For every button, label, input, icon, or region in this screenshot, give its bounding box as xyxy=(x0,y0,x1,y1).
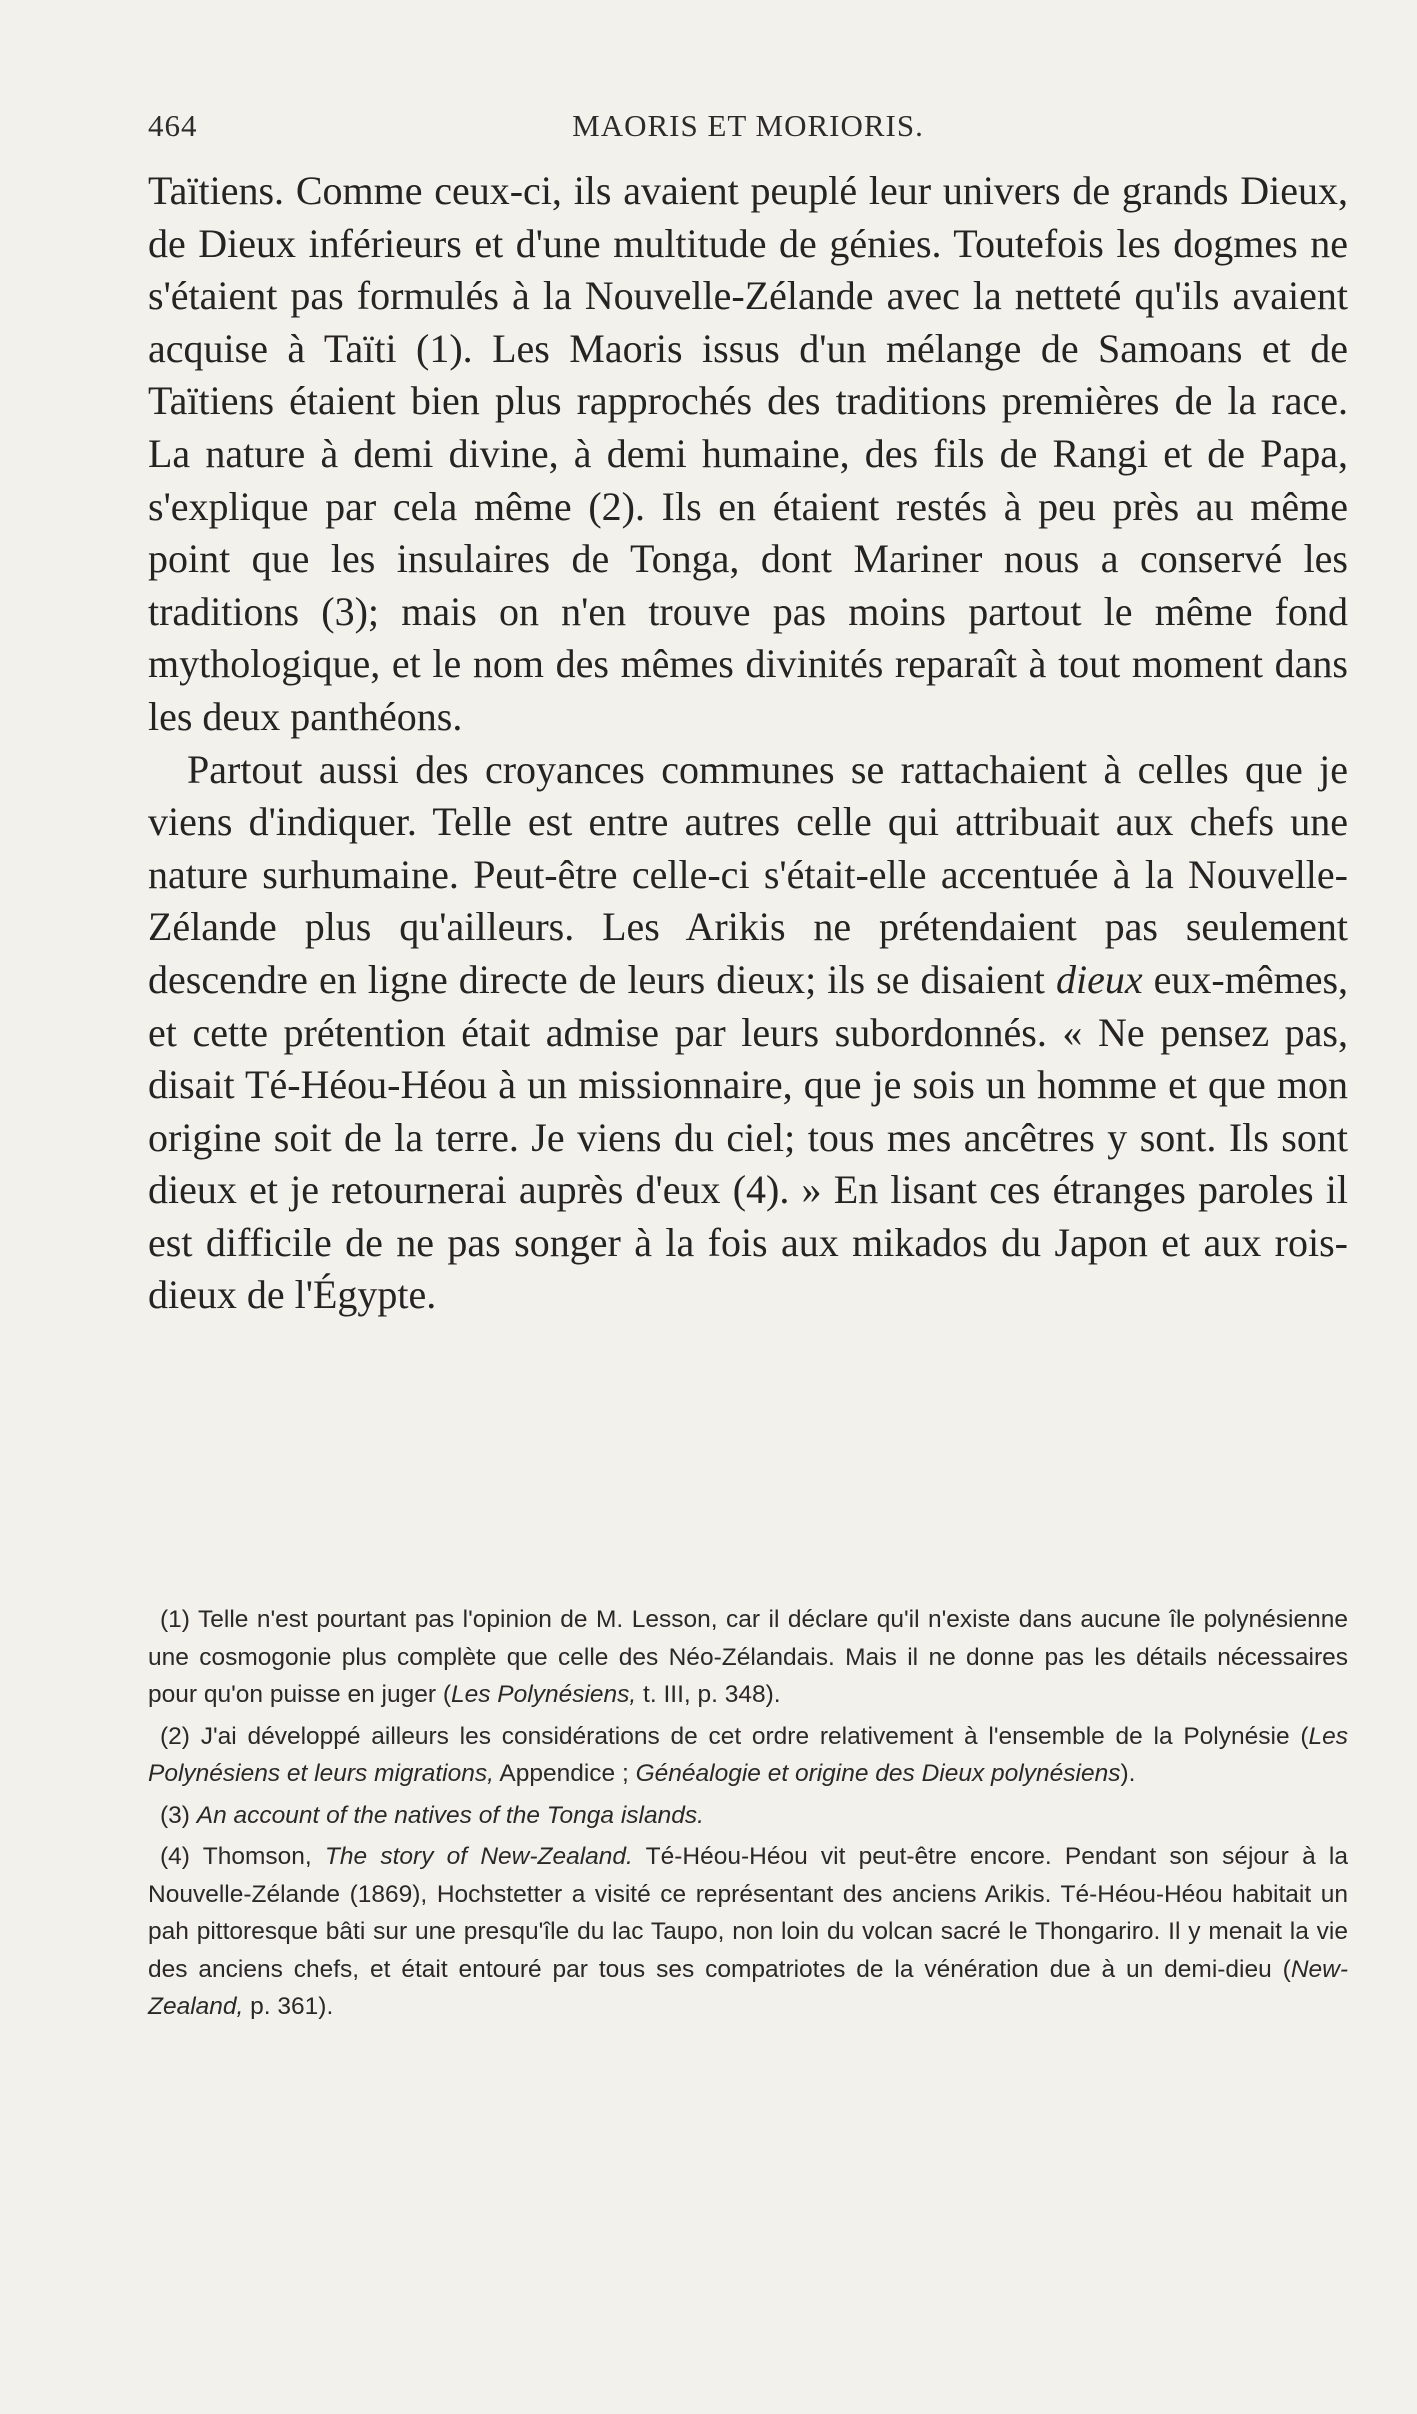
paragraph-2-text-a: Partout aussi des croyances communes se rattachaient à celles que je viens d'indiquer. Telle est entre autres celle qui attribuait aux chefs une nature surhumaine. Peut-être celle-ci s'était-elle accentuée à la Nouvelle-Zélande plus qu'ailleurs. Les Arikis ne prétendaient pas seulement descendre en ligne directe de leurs dieux; ils se disaient xyxy=(148,746,1348,1002)
paragraph-2 xyxy=(148,744,1348,1323)
footnote-4-lead: Thomson, xyxy=(202,1843,312,1870)
running-title: MAORIS ET MORIORIS. xyxy=(572,108,924,143)
footnote-4-italic-1: The story of New-Zealand. xyxy=(324,1843,633,1870)
footnote-1-number: (1) xyxy=(160,1606,190,1633)
footnote-3 xyxy=(148,1797,1348,1835)
footnote-2 xyxy=(148,1718,1348,1793)
footnote-1-paren: ( xyxy=(442,1681,451,1708)
footnote-4-number: (4) xyxy=(160,1843,190,1870)
footnote-3-number: (3) xyxy=(160,1801,190,1829)
footnote-2-italic-1: Les Polynésiens et leurs migrations, xyxy=(148,1722,1349,1787)
footnote-4 xyxy=(148,1838,1348,2026)
page-number: 464 xyxy=(148,108,198,143)
footnote-3-italic: An account of the natives of the Tonga islands. xyxy=(196,1801,704,1829)
paragraph-1: Taïtiens. Comme ceux-ci, ils avaient peuplé leur univers de grands Dieux, de Dieux inférieurs et d'une multitude de génies. Toutefois les dogmes ne s'étaient pas formulés à la Nouvelle-Zélande avec la netteté qu'ils avaient acquise à Taïti (1). Les Maoris issus d'un mélange de Samoans et de Taïtiens étaient bien plus rapprochés des traditions premières de la race. La nature à demi divine, à demi humaine, des fils de Rangi et de Papa, s'explique par cela même (2). Ils en étaient restés à peu près au même point que les insulaires de Tonga, dont Mariner nous a conservé les traditions (3); mais on n'en trouve pas moins partout le même fond mythologique, et le nom des mêmes divinités reparaît à tout moment dans les deux panthéons. xyxy=(148,168,1348,739)
footnote-1 xyxy=(148,1601,1348,1714)
footnotes xyxy=(148,1601,1348,2026)
footnote-1-tail: t. III, p. 348). xyxy=(643,1681,781,1708)
footnote-2-tail: ). xyxy=(1120,1760,1136,1787)
page-header xyxy=(148,108,1348,148)
footnote-1-text: Telle n'est pourtant pas l'opinion de M. Lesson, car il déclare qu'il n'existe dans aucune île polynésienne une cosmogonie plus complète que celle des Néo-Zélandais. Mais il ne donne pas les détails nécessaires pour qu'on puisse en juger xyxy=(148,1606,1348,1708)
main-text xyxy=(148,165,1348,1322)
footnote-4-text: Té-Héou-Héou vit peut-être encore. Pendant son séjour à la Nouvelle-Zélande (1869), Hochstetter a visité ce représentant des anciens Arikis. Té-Héou-Héou habitait un pah pittoresque bâti sur une presqu'île du lac Taupo, non loin du volcan sacré le Thongariro. Il y menait la vie des anciens chefs, et était entouré par tous ses compatriotes de la vénération due à un demi-dieu xyxy=(148,1843,1348,1983)
footnote-2-paren: ( xyxy=(1300,1722,1309,1750)
footnote-4-paren: ( xyxy=(1282,1955,1291,1983)
footnote-4-italic-2: New-Zealand, xyxy=(148,1955,1348,2020)
footnote-2-text: J'ai développé ailleurs les considérations de cet ordre relativement à l'ensemble de la Polynésie xyxy=(200,1722,1290,1750)
footnote-2-number: (2) xyxy=(160,1722,190,1750)
paragraph-2-italic: dieux xyxy=(1055,956,1143,1002)
footnote-2-middle: Appendice ; xyxy=(499,1760,629,1787)
footnote-1-italic: Les Polynésiens, xyxy=(450,1681,637,1708)
footnote-2-italic-2: Généalogie et origine des Dieux polynésiens xyxy=(635,1760,1121,1787)
footnote-4-tail: p. 361). xyxy=(250,1993,334,2020)
paragraph-2-text-b: eux-mêmes, et cette prétention était admise par leurs subordonnés. « Ne pensez pas, disait Té-Héou-Héou à un missionnaire, que je sois un homme et que mon origine soit de la terre. Je viens du ciel; tous mes ancêtres y sont. Ils sont dieux et je retournerai auprès d'eux (4). » En lisant ces étranges paroles il est difficile de ne pas songer à la fois aux mikados du Japon et aux rois-dieux de l'Égypte. xyxy=(148,956,1349,1318)
